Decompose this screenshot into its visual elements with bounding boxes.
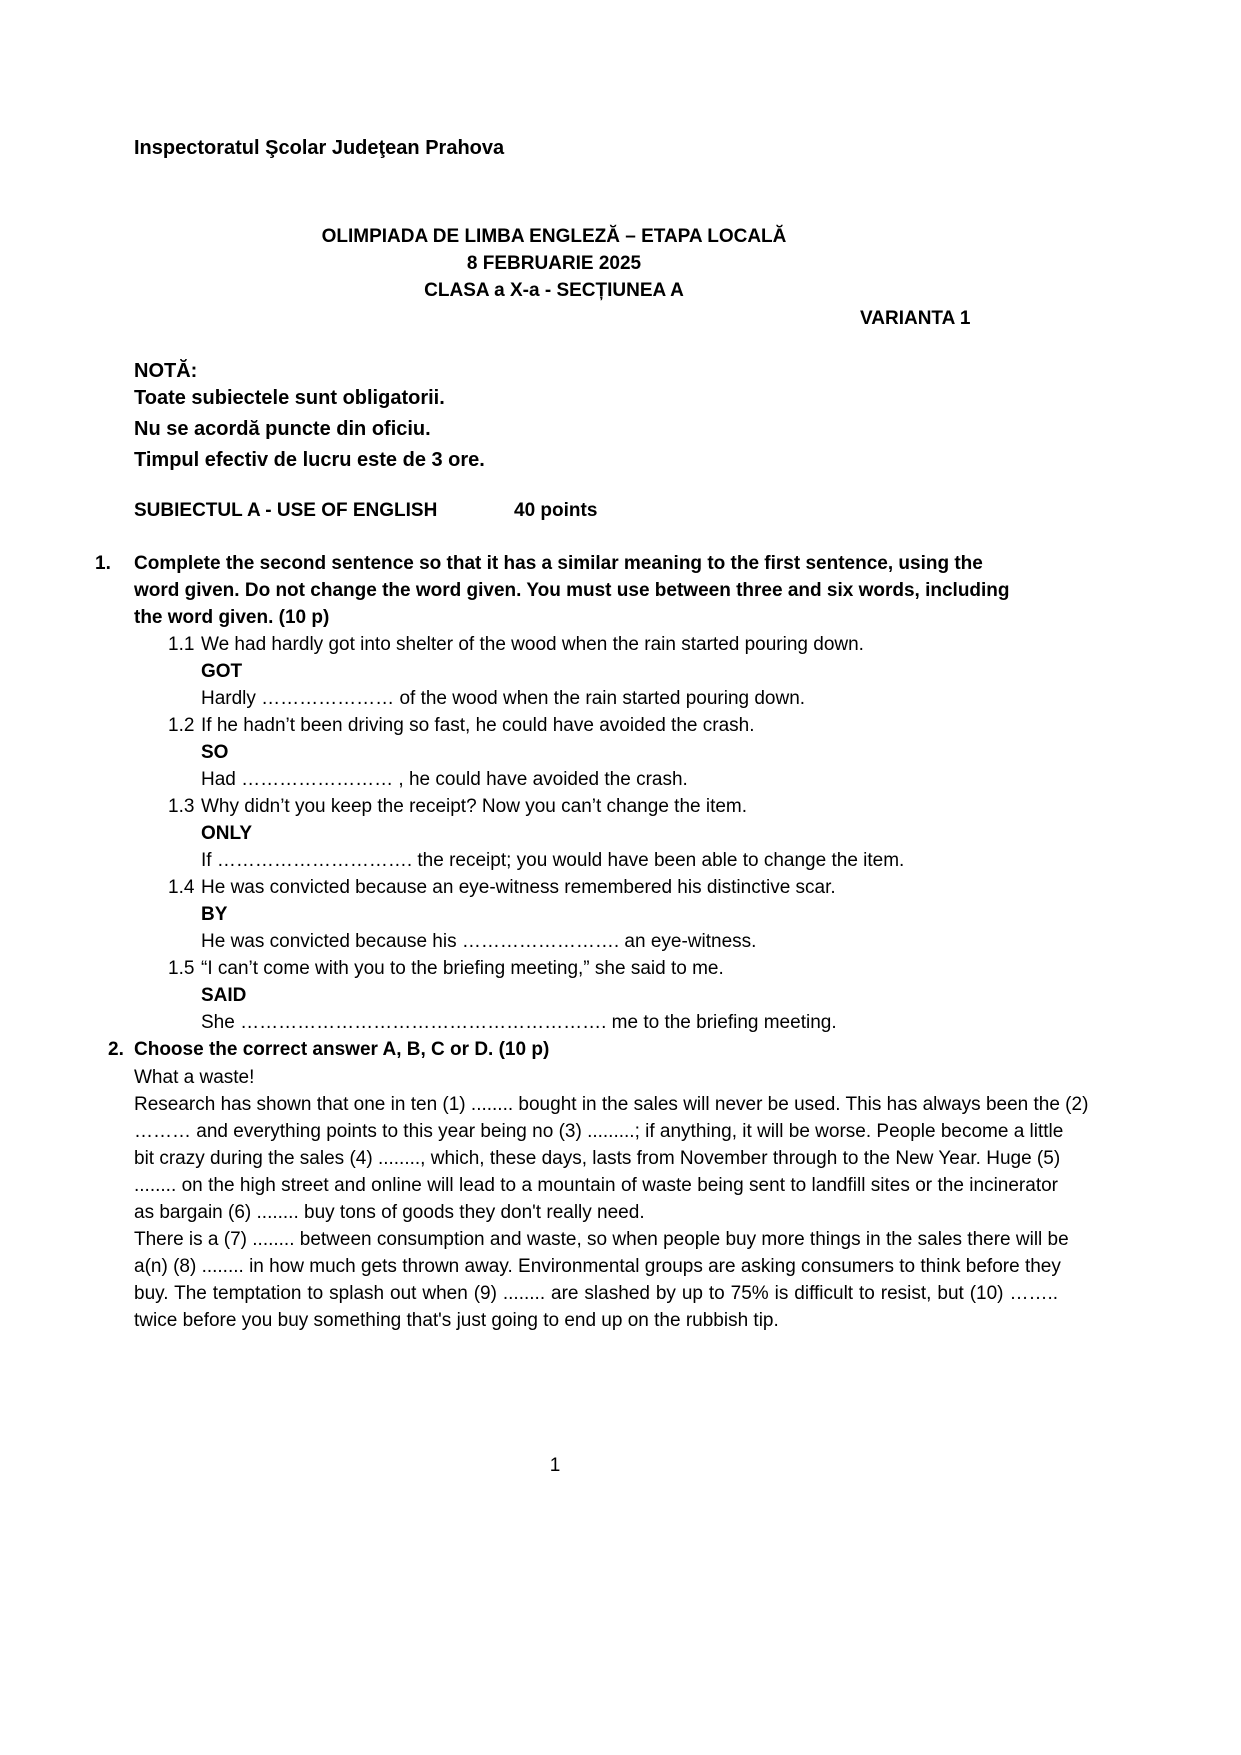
item-sentence: We had hardly got into shelter of the wood when the rain started pouring down. — [201, 634, 864, 655]
ex1-number: 1. — [95, 553, 111, 574]
ex2-instruction: Choose the correct answer A, B, C or D. (10 p) — [134, 1039, 550, 1060]
rewrite-sentence: She …………………………………………………. me to the briefing meeting. — [201, 1012, 837, 1033]
item-sentence: Why didn’t you keep the receipt? Now you can’t change the item. — [201, 796, 748, 817]
passage-line: a(n) (8) ........ in how much gets thrown away. Environmental groups are asking consumers to think before they — [134, 1256, 1061, 1277]
ex2-number: 2. — [108, 1039, 124, 1060]
passage-line: bit crazy during the sales (4) ........, which, these days, lasts from November through to the New Year. Huge (5) — [134, 1148, 1061, 1169]
item-number: 1.4 — [168, 877, 195, 898]
note-line-3: Timpul efectiv de lucru este de 3 ore. — [134, 449, 485, 471]
item-sentence: “I can’t come with you to the briefing meeting,” she said to me. — [201, 958, 724, 979]
passage-line: Research has shown that one in ten (1) ........ bought in the sales will never be used. This has always been the (2) — [134, 1094, 1089, 1115]
passage-line: buy. The temptation to splash out when (9) ........ are slashed by up to 75% is difficult to resist, but (10) …….. — [134, 1283, 1058, 1304]
item-number: 1.1 — [168, 634, 195, 655]
inspectorate-header: Inspectoratul Şcolar Judeţean Prahova — [134, 137, 505, 159]
section-title: SUBIECTUL A - USE OF ENGLISH — [134, 500, 438, 521]
passage-line: ……… and everything points to this year being no (3) .........; if anything, it will be worse. People become a little — [134, 1121, 1064, 1142]
section-points: 40 points — [514, 500, 598, 521]
variant-label: VARIANTA 1 — [860, 308, 971, 329]
rewrite-sentence: He was convicted because his ……………………. an eye-witness. — [201, 931, 757, 952]
page-number: 1 — [549, 1455, 561, 1476]
key-word: SO — [201, 742, 229, 763]
key-word: GOT — [201, 661, 243, 682]
ex1-instruction-3: the word given. (10 p) — [134, 607, 330, 628]
rewrite-sentence: Hardly ………………… of the wood when the rain started pouring down. — [201, 688, 806, 709]
rewrite-sentence: If …………………………. the receipt; you would have been able to change the item. — [201, 850, 905, 871]
passage-line: There is a (7) ........ between consumption and waste, so when people buy more things in the sales there will be — [134, 1229, 1069, 1250]
item-sentence: If he hadn’t been driving so fast, he could have avoided the crash. — [201, 715, 755, 736]
item-number: 1.2 — [168, 715, 195, 736]
item-number: 1.5 — [168, 958, 195, 979]
key-word: BY — [201, 904, 228, 925]
item-sentence: He was convicted because an eye-witness remembered his distinctive scar. — [201, 877, 836, 898]
note-line-2: Nu se acordă puncte din oficiu. — [134, 418, 431, 440]
ex1-instruction-2: word given. Do not change the word given. You must use between three and six words, including — [134, 580, 1010, 601]
rewrite-sentence: Had …………………… , he could have avoided the crash. — [201, 769, 688, 790]
item-number: 1.3 — [168, 796, 195, 817]
key-word: ONLY — [201, 823, 253, 844]
key-word: SAID — [201, 985, 247, 1006]
note-line-1: Toate subiectele sunt obligatorii. — [134, 387, 445, 409]
ex1-instruction-1: Complete the second sentence so that it has a similar meaning to the first sentence, using the — [134, 553, 983, 574]
passage-title: What a waste! — [134, 1067, 255, 1088]
title-line-3: CLASA a X-a - SECȚIUNEA A — [424, 280, 684, 301]
title-line-2: 8 FEBRUARIE 2025 — [466, 253, 642, 274]
passage-line: twice before you buy something that's just going to end up on the rubbish tip. — [134, 1310, 779, 1331]
title-line-1: OLIMPIADA DE LIMBA ENGLEZĂ – ETAPA LOCALĂ — [321, 226, 787, 247]
note-heading: NOTĂ: — [134, 360, 198, 382]
passage-line: as bargain (6) ........ buy tons of goods they don't really need. — [134, 1202, 645, 1223]
passage-line: ........ on the high street and online will lead to a mountain of waste being sent to landfill sites or the incinerator — [134, 1175, 1058, 1196]
